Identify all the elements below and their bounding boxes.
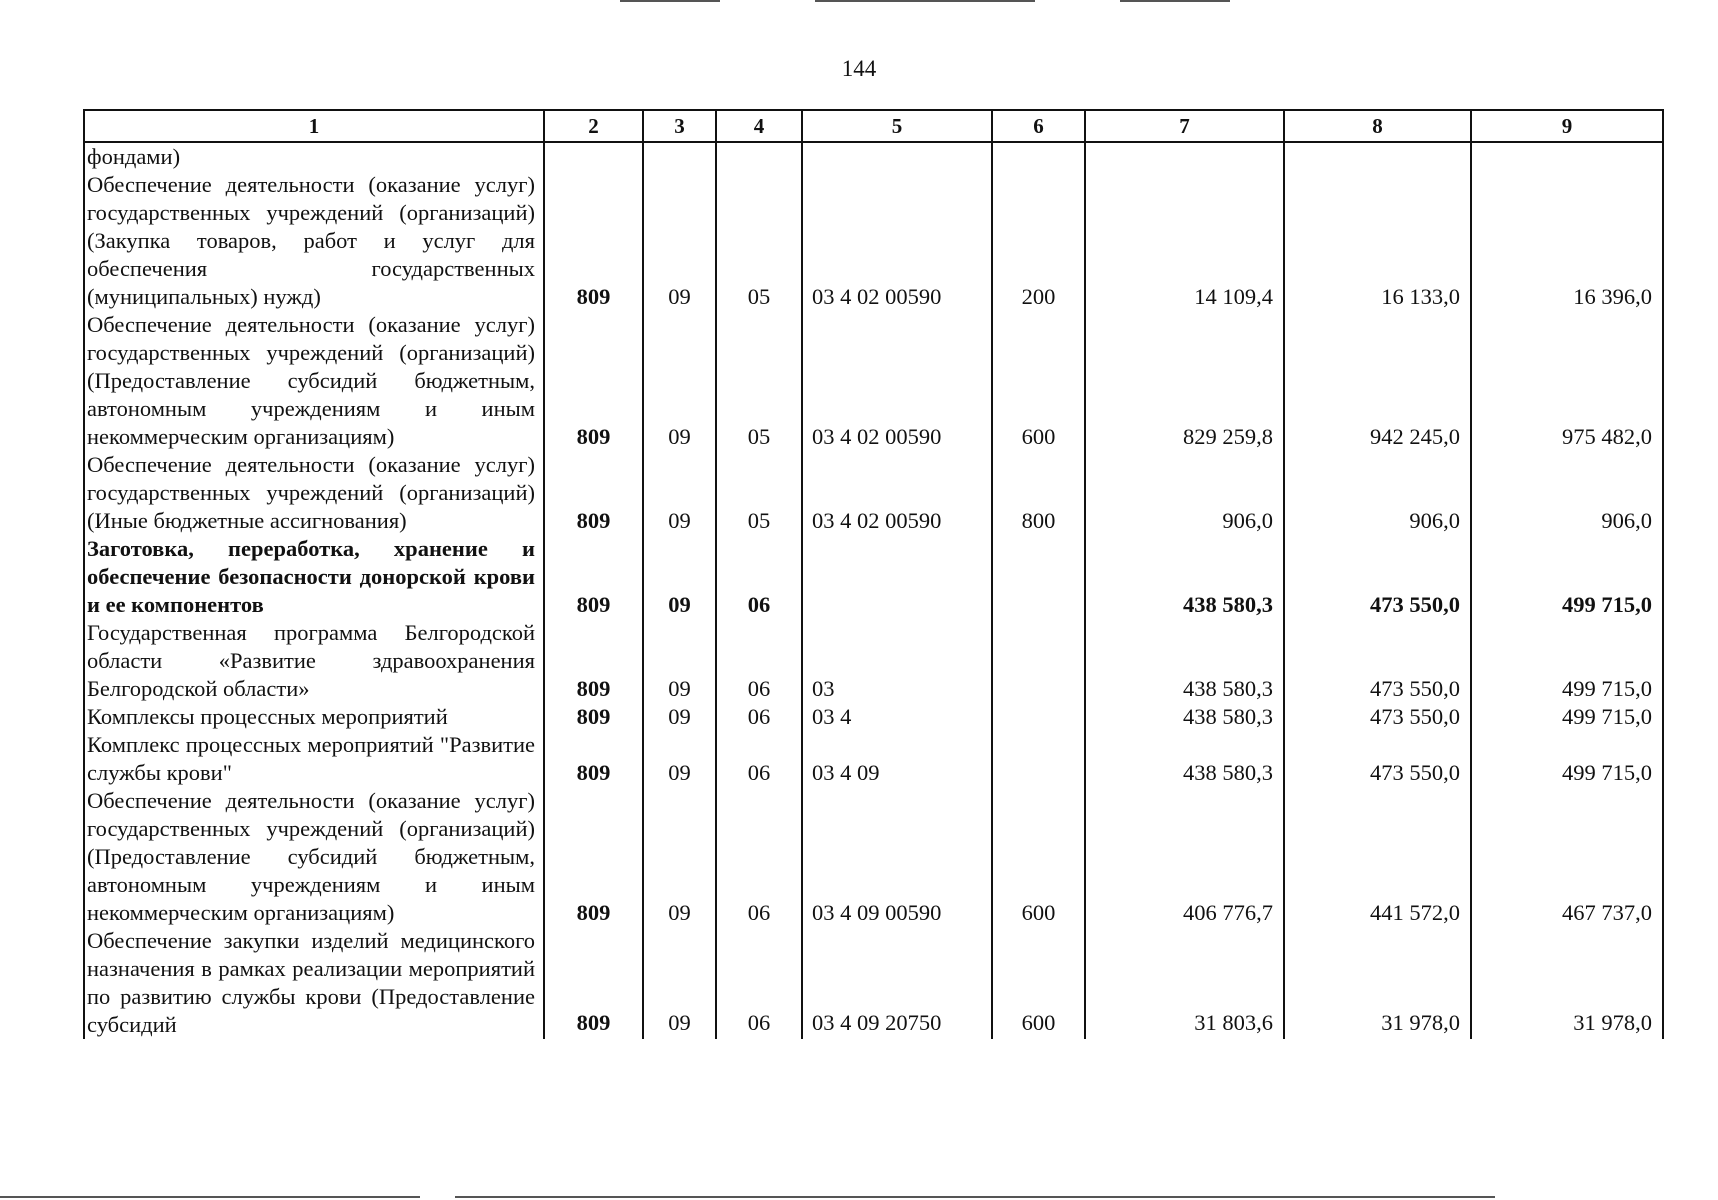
cell-expense-type (992, 142, 1085, 171)
cell-expense-type (992, 731, 1085, 787)
cell-section: 09 (643, 619, 716, 703)
cell-subsection: 06 (716, 703, 802, 731)
cell-section: 09 (643, 311, 716, 451)
column-header: 8 (1284, 110, 1471, 142)
cell-expense-type: 800 (992, 451, 1085, 535)
cell-amount-col7: 406 776,7 (1085, 787, 1284, 927)
column-header: 1 (84, 110, 544, 142)
cell-section: 09 (643, 535, 716, 619)
cell-expense-type: 600 (992, 787, 1085, 927)
row-description: фондами) (84, 142, 544, 171)
cell-section: 09 (643, 451, 716, 535)
scan-artifact-line-top-3 (1120, 0, 1230, 2)
cell-amount-col9: 499 715,0 (1471, 703, 1663, 731)
row-description: Заготовка, переработка, хранение и обеспечение безопасности донорской крови и ее компонентов (84, 535, 544, 619)
cell-amount-col9: 467 737,0 (1471, 787, 1663, 927)
cell-ministry-code: 809 (544, 619, 643, 703)
cell-amount-col8: 31 978,0 (1284, 927, 1471, 1039)
cell-subsection: 06 (716, 731, 802, 787)
cell-section: 09 (643, 703, 716, 731)
cell-target-article: 03 4 09 (802, 731, 992, 787)
cell-target-article: 03 (802, 619, 992, 703)
cell-expense-type: 600 (992, 927, 1085, 1039)
cell-expense-type (992, 703, 1085, 731)
table-row (84, 311, 1663, 451)
scan-artifact-line-bottom-2 (455, 1196, 1495, 1198)
cell-expense-type (992, 619, 1085, 703)
cell-amount-col7 (1085, 142, 1284, 171)
cell-section: 09 (643, 927, 716, 1039)
row-description: Обеспечение деятельности (оказание услуг) государственных учреждений (организаций) (Иные бюджетные ассигнования) (84, 451, 544, 535)
cell-ministry-code: 809 (544, 535, 643, 619)
column-header: 9 (1471, 110, 1663, 142)
cell-amount-col9: 31 978,0 (1471, 927, 1663, 1039)
cell-amount-col8: 441 572,0 (1284, 787, 1471, 927)
cell-amount-col9: 906,0 (1471, 451, 1663, 535)
cell-subsection: 06 (716, 619, 802, 703)
row-description: Обеспечение деятельности (оказание услуг) государственных учреждений (организаций) (Предоставление субсидий бюджетным, автономным учреждениям и иным некоммерческим организациям) (84, 311, 544, 451)
cell-subsection: 06 (716, 535, 802, 619)
cell-ministry-code: 809 (544, 787, 643, 927)
cell-amount-col7: 31 803,6 (1085, 927, 1284, 1039)
cell-target-article: 03 4 09 00590 (802, 787, 992, 927)
cell-subsection: 06 (716, 787, 802, 927)
scan-artifact-line-top-2 (815, 0, 1035, 2)
budget-table (83, 109, 1664, 1039)
cell-target-article: 03 4 02 00590 (802, 171, 992, 311)
scan-artifact-line-bottom-1 (0, 1196, 420, 1198)
cell-subsection (716, 142, 802, 171)
cell-amount-col8: 473 550,0 (1284, 535, 1471, 619)
cell-amount-col7: 438 580,3 (1085, 619, 1284, 703)
cell-amount-col9: 499 715,0 (1471, 619, 1663, 703)
cell-target-article: 03 4 02 00590 (802, 451, 992, 535)
cell-target-article (802, 142, 992, 171)
column-header: 5 (802, 110, 992, 142)
cell-ministry-code: 809 (544, 451, 643, 535)
table-row (84, 451, 1663, 535)
cell-subsection: 05 (716, 171, 802, 311)
row-description: Обеспечение деятельности (оказание услуг) государственных учреждений (организаций) (Закупка товаров, работ и услуг для обеспечения государственных (муниципальных) нужд) (84, 171, 544, 311)
cell-amount-col7: 906,0 (1085, 451, 1284, 535)
cell-section (643, 142, 716, 171)
table-row (84, 142, 1663, 171)
cell-target-article: 03 4 02 00590 (802, 311, 992, 451)
column-header: 6 (992, 110, 1085, 142)
cell-amount-col8: 473 550,0 (1284, 731, 1471, 787)
row-description: Государственная программа Белгородской области «Развитие здравоохранения Белгородской области» (84, 619, 544, 703)
cell-ministry-code: 809 (544, 311, 643, 451)
cell-ministry-code: 809 (544, 703, 643, 731)
cell-amount-col8: 942 245,0 (1284, 311, 1471, 451)
row-description: Комплекс процессных мероприятий "Развитие службы крови" (84, 731, 544, 787)
cell-target-article: 03 4 (802, 703, 992, 731)
cell-expense-type: 200 (992, 171, 1085, 311)
table-header-row (84, 110, 1663, 142)
table-row (84, 787, 1663, 927)
cell-amount-col8: 906,0 (1284, 451, 1471, 535)
cell-amount-col8: 473 550,0 (1284, 703, 1471, 731)
scan-artifact-line-top-1 (620, 0, 720, 2)
cell-amount-col9: 975 482,0 (1471, 311, 1663, 451)
cell-ministry-code: 809 (544, 171, 643, 311)
cell-target-article: 03 4 09 20750 (802, 927, 992, 1039)
cell-amount-col8: 473 550,0 (1284, 619, 1471, 703)
table-row (84, 535, 1663, 619)
column-header: 2 (544, 110, 643, 142)
cell-amount-col9 (1471, 142, 1663, 171)
table-row (84, 731, 1663, 787)
table-row (84, 171, 1663, 311)
cell-amount-col8 (1284, 142, 1471, 171)
column-header: 3 (643, 110, 716, 142)
cell-ministry-code: 809 (544, 731, 643, 787)
cell-ministry-code: 809 (544, 927, 643, 1039)
cell-amount-col7: 438 580,3 (1085, 703, 1284, 731)
cell-subsection: 06 (716, 927, 802, 1039)
row-description: Комплексы процессных мероприятий (84, 703, 544, 731)
cell-amount-col7: 14 109,4 (1085, 171, 1284, 311)
table-row (84, 703, 1663, 731)
cell-expense-type: 600 (992, 311, 1085, 451)
table-row (84, 927, 1663, 1039)
table-row (84, 619, 1663, 703)
column-header: 4 (716, 110, 802, 142)
row-description: Обеспечение деятельности (оказание услуг) государственных учреждений (организаций) (Предоставление субсидий бюджетным, автономным учреждениям и иным некоммерческим организациям) (84, 787, 544, 927)
cell-subsection: 05 (716, 311, 802, 451)
cell-amount-col8: 16 133,0 (1284, 171, 1471, 311)
column-header: 7 (1085, 110, 1284, 142)
cell-ministry-code (544, 142, 643, 171)
page-number: 144 (841, 56, 877, 81)
cell-amount-col7: 829 259,8 (1085, 311, 1284, 451)
cell-expense-type (992, 535, 1085, 619)
cell-section: 09 (643, 731, 716, 787)
cell-section: 09 (643, 171, 716, 311)
cell-amount-col7: 438 580,3 (1085, 535, 1284, 619)
cell-section: 09 (643, 787, 716, 927)
cell-amount-col9: 16 396,0 (1471, 171, 1663, 311)
cell-amount-col7: 438 580,3 (1085, 731, 1284, 787)
row-description: Обеспечение закупки изделий медицинского назначения в рамках реализации мероприятий по развитию службы крови (Предоставление субсидий (84, 927, 544, 1039)
cell-amount-col9: 499 715,0 (1471, 731, 1663, 787)
cell-subsection: 05 (716, 451, 802, 535)
cell-target-article (802, 535, 992, 619)
cell-amount-col9: 499 715,0 (1471, 535, 1663, 619)
